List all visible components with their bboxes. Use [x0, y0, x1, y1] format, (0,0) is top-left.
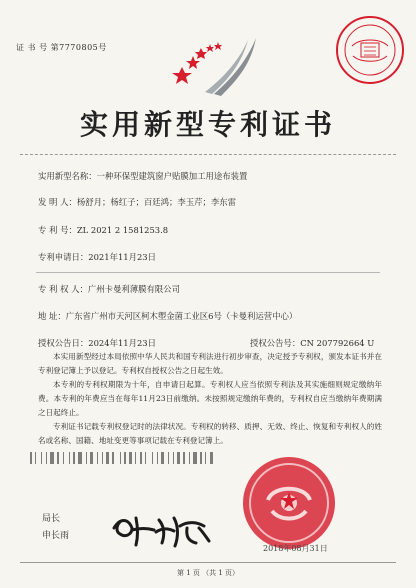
barcode-bar	[106, 452, 109, 464]
section-divider	[36, 272, 380, 273]
field-label: 专 利 权 人：	[38, 284, 88, 294]
field-label: 专 利 号：	[38, 225, 77, 235]
title-divider	[20, 154, 396, 155]
field-value: ZL 2021 2 1581253.8	[76, 225, 169, 235]
barcode-bar	[124, 452, 126, 464]
field-label: 实用新型名称：	[38, 171, 97, 181]
barcode-bar	[46, 452, 47, 464]
field-inventors	[38, 196, 236, 208]
barcode-bar	[30, 452, 32, 464]
field-patent-number	[38, 224, 168, 236]
footer-divider	[20, 562, 396, 563]
barcode-bar	[35, 452, 36, 464]
barcode-bar	[57, 452, 59, 464]
field-label: 专利申请日：	[38, 252, 89, 262]
field-utility-model-name	[38, 170, 247, 182]
field-value: 2021年11月23日	[88, 252, 157, 262]
barcode-bar	[90, 452, 93, 464]
barcode-bar	[120, 452, 121, 464]
body-paragraph: 本实用新型经过本局依照中华人民共和国专利法进行初步审查，决定授予专利权，颁发本证书并在专利登记簿上予以登记。专利权自授权公告之日起生效。	[38, 352, 382, 375]
barcode-bar	[112, 452, 114, 464]
barcode-bar	[140, 452, 142, 464]
emblem-stars-icon	[160, 34, 270, 104]
field-patentee	[38, 283, 180, 295]
body-paragraph: 本专利的专利权期限为十年，自申请日起算。专利权人应当依照专利法及其实施细则规定缴纳年费。本专利的年费应当在每年11月23日前缴纳。未按照规定缴纳年费的，专利权自应当缴纳年费期满之日起终止。	[38, 380, 382, 417]
barcode-bar	[177, 452, 180, 464]
page-footer: 第 1 页 （共 1 页）	[176, 569, 240, 577]
body-paragraph: 专利证书记载专利权登记时的法律状况。专利权的转移、质押、无效、终止、恢复和专利权人的姓名或名称、国籍、地址变更等事项记载在专利登记簿上。	[38, 422, 382, 445]
barcode-bar	[205, 452, 206, 464]
barcode-bar	[145, 452, 146, 464]
barcode-bar	[86, 452, 87, 464]
field-value: 2024年11月23日	[88, 338, 157, 348]
barcode-bar	[73, 452, 75, 464]
barcode-bar	[210, 452, 213, 464]
official-seal-icon	[238, 452, 340, 554]
director-name: 申长雨	[42, 531, 70, 541]
barcode-bar	[157, 452, 158, 464]
notice-number: 授权公告号：CN 207792664 U	[250, 338, 375, 348]
field-value: 杨舒月；杨红子；百廷鸿；李玉芹；李东雷	[76, 197, 236, 207]
barcode-bar	[102, 452, 103, 464]
barcode-bar	[193, 452, 197, 464]
field-value: 广州卡曼利薄膜有限公司	[87, 284, 180, 294]
barcode-bar	[97, 452, 98, 464]
field-label: 授权公告日：	[38, 338, 89, 348]
certificate-number: 证 书 号 第7770805号	[16, 43, 107, 52]
barcode-bar	[183, 452, 185, 464]
barcode-bar	[135, 452, 136, 464]
barcode-bar	[161, 452, 164, 464]
field-value: 广东省广州市天河区柯木塱金菌工业区6号（卡曼利运营中心）	[65, 311, 298, 321]
barcode-bar	[200, 452, 202, 464]
director-signature-icon	[108, 510, 216, 550]
field-application-date	[38, 251, 156, 263]
certificate-body	[38, 350, 382, 448]
barcode-bar	[69, 452, 70, 464]
field-grant-date	[38, 337, 156, 349]
field-label: 地 址：	[38, 311, 66, 321]
barcode-bar	[168, 452, 169, 464]
barcode-bar	[189, 452, 190, 464]
barcode-bar	[41, 452, 42, 464]
page-title: 实用新型专利证书	[79, 108, 336, 141]
barcode-bar	[152, 452, 153, 464]
barcode-bar	[50, 452, 54, 464]
barcode-bar	[129, 452, 132, 464]
field-value: 一种环保型建筑窗户贴膜加工用途布装置	[96, 171, 248, 181]
barcode-bar	[173, 452, 174, 464]
grant-date-stamp: 2018年08月31日	[263, 544, 328, 553]
director-title: 局长	[42, 514, 61, 524]
field-address	[38, 310, 297, 322]
top-seal-icon	[332, 12, 408, 88]
field-label: 发 明 人：	[38, 197, 77, 207]
barcode-bar	[63, 452, 64, 464]
barcode-bar	[78, 452, 82, 464]
